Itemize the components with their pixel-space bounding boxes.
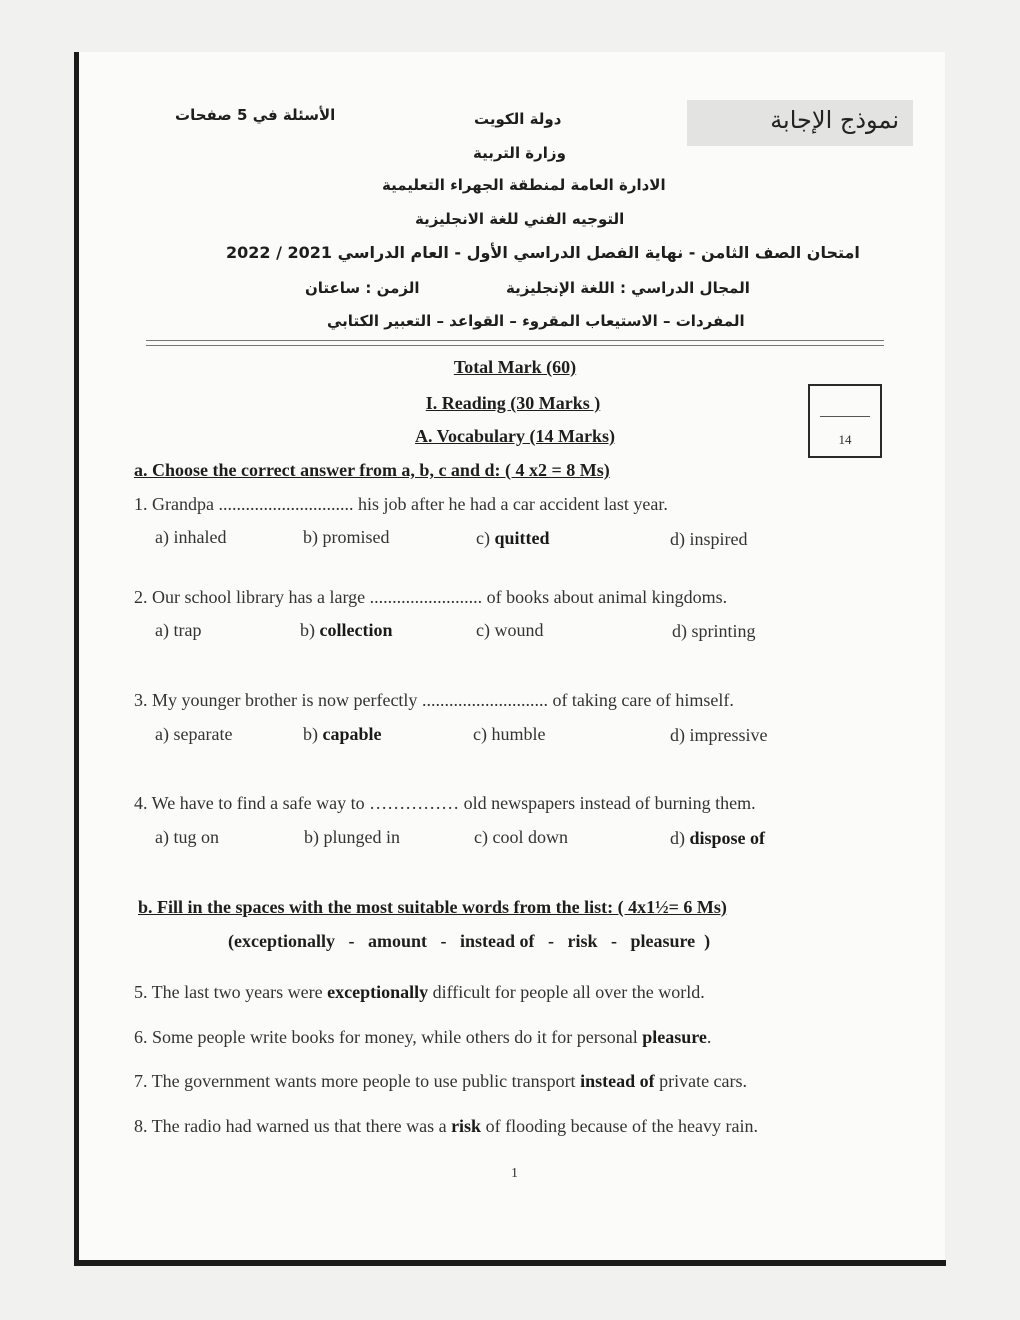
q2-option-b-label: b) xyxy=(300,620,320,640)
ministry-name: وزارة التربية xyxy=(473,144,566,162)
question-2 xyxy=(134,587,727,608)
s7-answer: instead of xyxy=(580,1071,655,1091)
q2-after: of books about animal kingdoms. xyxy=(482,587,728,607)
q2-blank: ......................... xyxy=(369,587,483,607)
q3-option-b-label: b) xyxy=(303,724,323,744)
q1-option-c-label: c) xyxy=(476,528,495,548)
q4-after: old newspapers instead of burning them. xyxy=(459,793,756,813)
page-number: 1 xyxy=(511,1166,518,1181)
q3-option-b xyxy=(303,724,382,745)
supervision-name: التوجيه الفني للغة الانجليزية xyxy=(415,210,625,228)
sentence-7 xyxy=(134,1071,747,1092)
s5-answer: exceptionally xyxy=(327,982,429,1002)
q4-option-d xyxy=(670,828,765,849)
word-list: (exceptionally - amount - instead of - risk - pleasure ) xyxy=(228,931,711,951)
q3-after: of taking care of himself. xyxy=(547,690,734,710)
q1-option-c xyxy=(476,528,550,549)
model-answer-text: نموذج الإجابة xyxy=(770,106,899,134)
q2-option-b xyxy=(300,620,392,641)
vocabulary-title: A. Vocabulary (14 Marks) xyxy=(414,426,616,446)
q4-option-d-label: d) xyxy=(670,828,690,848)
q2-option-a: a) trap xyxy=(155,620,202,640)
q2-option-c: c) wound xyxy=(476,620,544,640)
q1-option-d: d) inspired xyxy=(670,529,748,549)
total-mark-title: Total Mark (60) xyxy=(453,357,577,377)
q4-option-b: b) plunged in xyxy=(304,827,400,847)
q1-blank: .............................. xyxy=(218,494,354,514)
reading-title: I. Reading (30 Marks ) xyxy=(425,393,601,413)
q1-after: his job after he had a car accident last year. xyxy=(353,494,668,514)
q4-option-c: c) cool down xyxy=(474,827,568,847)
q2-option-d: d) sprinting xyxy=(672,621,756,641)
q2-before: 2. Our school library has a large xyxy=(134,587,370,607)
s5-after: difficult for people all over the world. xyxy=(428,982,705,1002)
s8-answer: risk xyxy=(451,1116,482,1136)
q1-before: 1. Grandpa xyxy=(134,494,219,514)
sentence-8 xyxy=(134,1116,758,1137)
time-line: الزمن : ساعتان xyxy=(305,279,420,297)
s7-after: private cars. xyxy=(654,1071,748,1091)
s8-before: 8. The radio had warned us that there was a xyxy=(134,1116,452,1136)
header-divider xyxy=(146,340,884,346)
score-line xyxy=(820,416,870,417)
question-3 xyxy=(134,690,734,711)
q3-before: 3. My younger brother is now perfectly xyxy=(134,690,422,710)
q3-blank: ............................ xyxy=(421,690,548,710)
score-box xyxy=(808,384,882,458)
q4-answer: dispose of xyxy=(689,828,766,848)
q2-answer: collection xyxy=(319,620,393,640)
model-answer-label xyxy=(687,100,913,146)
exam-line: امتحان الصف الثامن - نهاية الفصل الدراسي الأول - العام الدراسي 2021 / 2022 xyxy=(226,243,860,262)
q1-answer: quitted xyxy=(494,528,550,548)
pages-note: الأسئلة في 5 صفحات xyxy=(175,106,336,124)
sentence-5 xyxy=(134,982,705,1003)
score-value: 14 xyxy=(838,432,852,447)
question-1 xyxy=(134,494,668,515)
q3-option-d: d) impressive xyxy=(670,725,768,745)
s8-after: of flooding because of the heavy rain. xyxy=(481,1116,758,1136)
q3-answer: capable xyxy=(322,724,382,744)
s5-before: 5. The last two years were xyxy=(134,982,328,1002)
s6-after: . xyxy=(706,1027,712,1047)
q3-option-c: c) humble xyxy=(473,724,546,744)
question-4 xyxy=(134,793,756,814)
q4-before: 4. We have to find a safe way to xyxy=(134,793,370,813)
q4-option-a: a) tug on xyxy=(155,827,219,847)
q1-option-b: b) promised xyxy=(303,527,390,547)
part-a-instruction: a. Choose the correct answer from a, b, c and d: ( 4 x2 = 8 Ms) xyxy=(134,460,610,480)
subject-line: المجال الدراسي : اللغة الإنجليزية xyxy=(506,279,750,297)
part-b-instruction: b. Fill in the spaces with the most suitable words from the list: ( 4x1½= 6 Ms) xyxy=(138,897,727,917)
country-name: دولة الكويت xyxy=(474,110,562,128)
sections-line: المفردات – الاستيعاب المقروء – القواعد – التعبير الكتابي xyxy=(327,312,745,330)
directorate-name: الادارة العامة لمنطقة الجهراء التعليمية xyxy=(382,176,666,194)
q3-option-a: a) separate xyxy=(155,724,233,744)
sentence-6 xyxy=(134,1027,711,1048)
s7-before: 7. The government wants more people to use public transport xyxy=(134,1071,581,1091)
q1-option-a: a) inhaled xyxy=(155,527,227,547)
s6-before: 6. Some people write books for money, while others do it for personal xyxy=(134,1027,643,1047)
q4-blank: …………… xyxy=(369,793,460,813)
s6-answer: pleasure xyxy=(642,1027,707,1047)
scan-edge-bottom xyxy=(74,1260,946,1266)
